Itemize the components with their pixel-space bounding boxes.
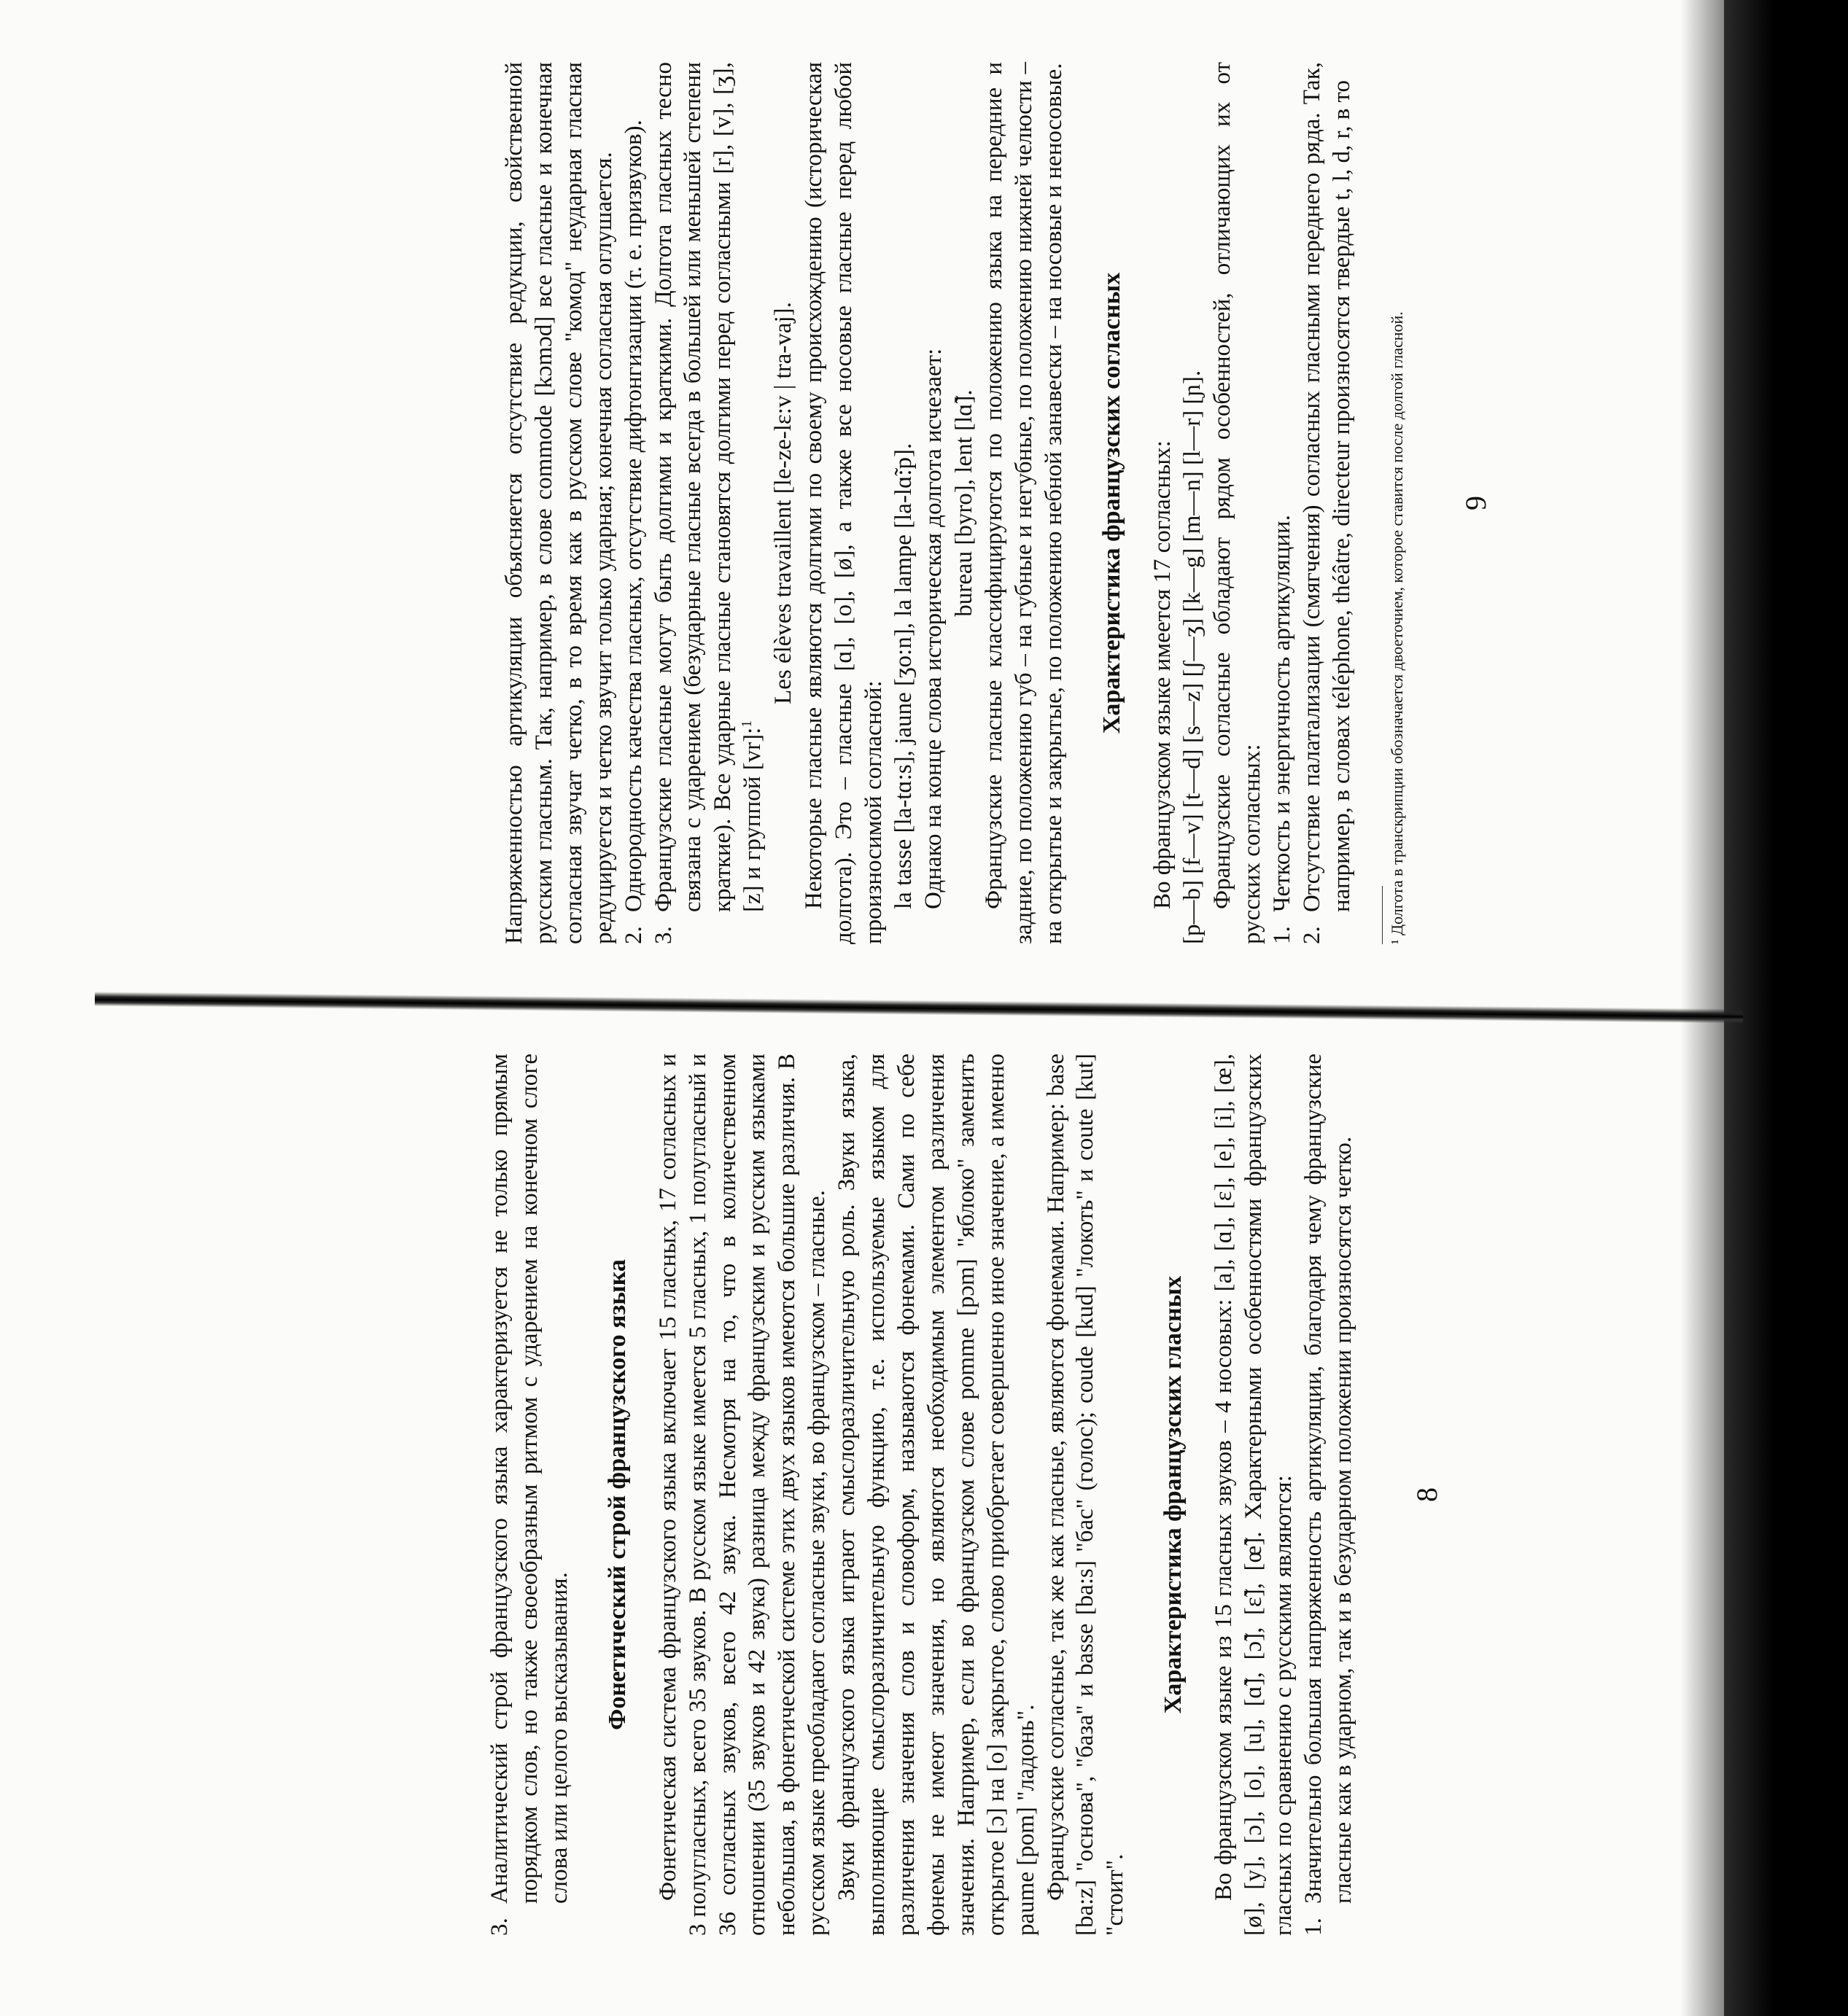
- example-line: Les élèves travaillent [le-ze-lɛ:v | tra-vaj].: [770, 302, 797, 704]
- list-text: Четкость и энергичность артикуляции.: [1268, 515, 1295, 912]
- page-8: [485, 1046, 1443, 1943]
- paragraph: Звуки французского языка играют смыслоразличительную роль. Звуки языка, выполняющие смыслоразличительную функцию, т.е. используемые языком для различения значения слов и словоформ, называются фонемами. Сами по себе фонемы не имеют значения, но являются необходимым элементом различения значения. Например, если во французском слове pomme [pɔm] "яблоко" заменить открытое [ɔ] на [o] закрытое, слово приобретает совершенно иное значение, а именно paume [pom] "ладонь".: [834, 1054, 1039, 1936]
- section-heading: Фонетический строй французского языка: [603, 1259, 631, 1730]
- list-item: [619, 62, 649, 944]
- paragraph: Французские гласные классифицируются по положению языка на передние и задние, по положению губ – на губные и негубные, по положению нижней челюсти – на открытые и закрытые, по положению небной занавески – на носовые и неносовые.: [981, 62, 1068, 944]
- list-item: [1299, 1054, 1359, 1936]
- list-item: [1267, 62, 1297, 944]
- list-text: Отсутствие палатализации (смягчения) согласных гласными переднего ряда. Так, например, в словах téléphone, théâtre, directeur произносятся твердые t, l, d, r, в то: [1298, 62, 1355, 912]
- paragraph: Во французском языке из 15 гласных звуков – 4 носовых: [a], [ɑ], [ɛ], [e], [i], [œ], [ø], [y], [ɔ], [o], [u], [ɑ̃], [ɔ̃], [ɛ̃], [œ̃]. Характерными особенностями французских гласных по сравнению с русскими являются:: [1211, 1054, 1297, 1936]
- page-9: [500, 55, 1493, 951]
- page-number: 9: [1459, 496, 1493, 510]
- paragraph: Однако на конце слова историческая долгота исчезает:: [920, 348, 947, 909]
- list-number: 2.: [1298, 926, 1325, 944]
- paragraph: Французские согласные, так же как гласные, являются фонемами. Например: base [ba:z] "основа", "база" и basse [ba:s] "бас" (голос); coude [kud] "локоть" и coute [kut] "стоит".: [1042, 1054, 1129, 1936]
- list-number: 1.: [1300, 1918, 1327, 1936]
- list-item: [485, 1054, 575, 1936]
- paragraph: Во французском языке имеется 17 согласных:: [1149, 440, 1176, 909]
- paragraph: Французские согласные обладают рядом особенностей, отличающих их от русских согласных:: [1209, 62, 1265, 944]
- list-text: Аналитический строй французского языка характеризуется не только прямым порядком слов, но также своеобразным ритмом с ударением на конечном слоге слова или целого высказывания.: [486, 1054, 572, 1904]
- section-heading: Характеристика французских гласных: [1160, 1275, 1187, 1714]
- list-text: Французские гласные могут быть долгими и краткими. Долгота гласных тесно связана с ударением (безударные гласные всегда в большей или меньшей степени краткие). Все ударные гласные становятся долгими перед согласными [r], [v], [ʒ], [z] и группой [vr]:: [650, 62, 766, 912]
- example-line: la tasse [la-tɑ:s], jaune [ʒo:n], la lampe [la-lɑ̃:p].: [890, 443, 917, 909]
- consonant-list: [p—b] [f—v] [t—d] [s—z] [ʃ—ʒ] [k—g] [m—n] [l—r] [ɲ].: [1179, 370, 1206, 944]
- scanner-edge: [1724, 0, 1848, 2016]
- paragraph: Фонетическая система французского языка включает 15 гласных, 17 согласных и 3 полугласных, всего 35 звуков. В русском языке имеется 5 гласных, 1 полугласный и 36 согласных звуков, всего 42 звука. Несмотря на то, что в количественном отношении (35 звуков и 42 звука) разница между французским и русским языками небольшая, в фонетической системе этих двух языков имеются большие различия. В русском языке преобладают согласные звуки, во французском – гласные.: [654, 1054, 831, 1936]
- list-item: [1297, 62, 1357, 944]
- list-text: Значительно большая напряженность артикуляции, благодаря чему французские гласные как в ударном, так и в безударном положении произносятся четко.: [1300, 1054, 1356, 1904]
- list-number: 1.: [1268, 926, 1295, 944]
- section-heading: Характеристика французских согласных: [1098, 272, 1126, 734]
- list-item: [649, 62, 769, 944]
- paragraph: Напряженностью артикуляции объясняется отсутствие редукции, свойственной русским гласным. Так, например, в слове commode [kɔmɔd] все гласные и конечная согласная звучат четко, в то время как в русском слове "комод" неударная гласная редуцируется и четко звучит только ударная; конечная согласная оглушается.: [501, 62, 617, 944]
- paragraph: Некоторые гласные являются долгими по своему происхождению (историческая долгота). Это – гласные [ɑ], [o], [ø], а также все носовые гласные перед любой произносимой согласной:: [801, 62, 887, 944]
- footnote-rule: [1382, 886, 1383, 944]
- example-line: bureau [byro], lent [lɑ̃].: [950, 389, 977, 617]
- footnote: ¹ Долгота в транскрипции обозначается двоеточием, которое ставится после долгой гласной.: [1387, 311, 1406, 944]
- footnote-ref: 1: [739, 720, 756, 728]
- list-text: Однородность качества гласных, отсутствие дифтонгизации (т. е. призвуков).: [620, 120, 647, 912]
- page-number: 8: [1410, 1487, 1443, 1502]
- list-number: 2.: [620, 926, 647, 944]
- list-number: 3.: [486, 1918, 513, 1936]
- list-number: 3.: [650, 926, 677, 944]
